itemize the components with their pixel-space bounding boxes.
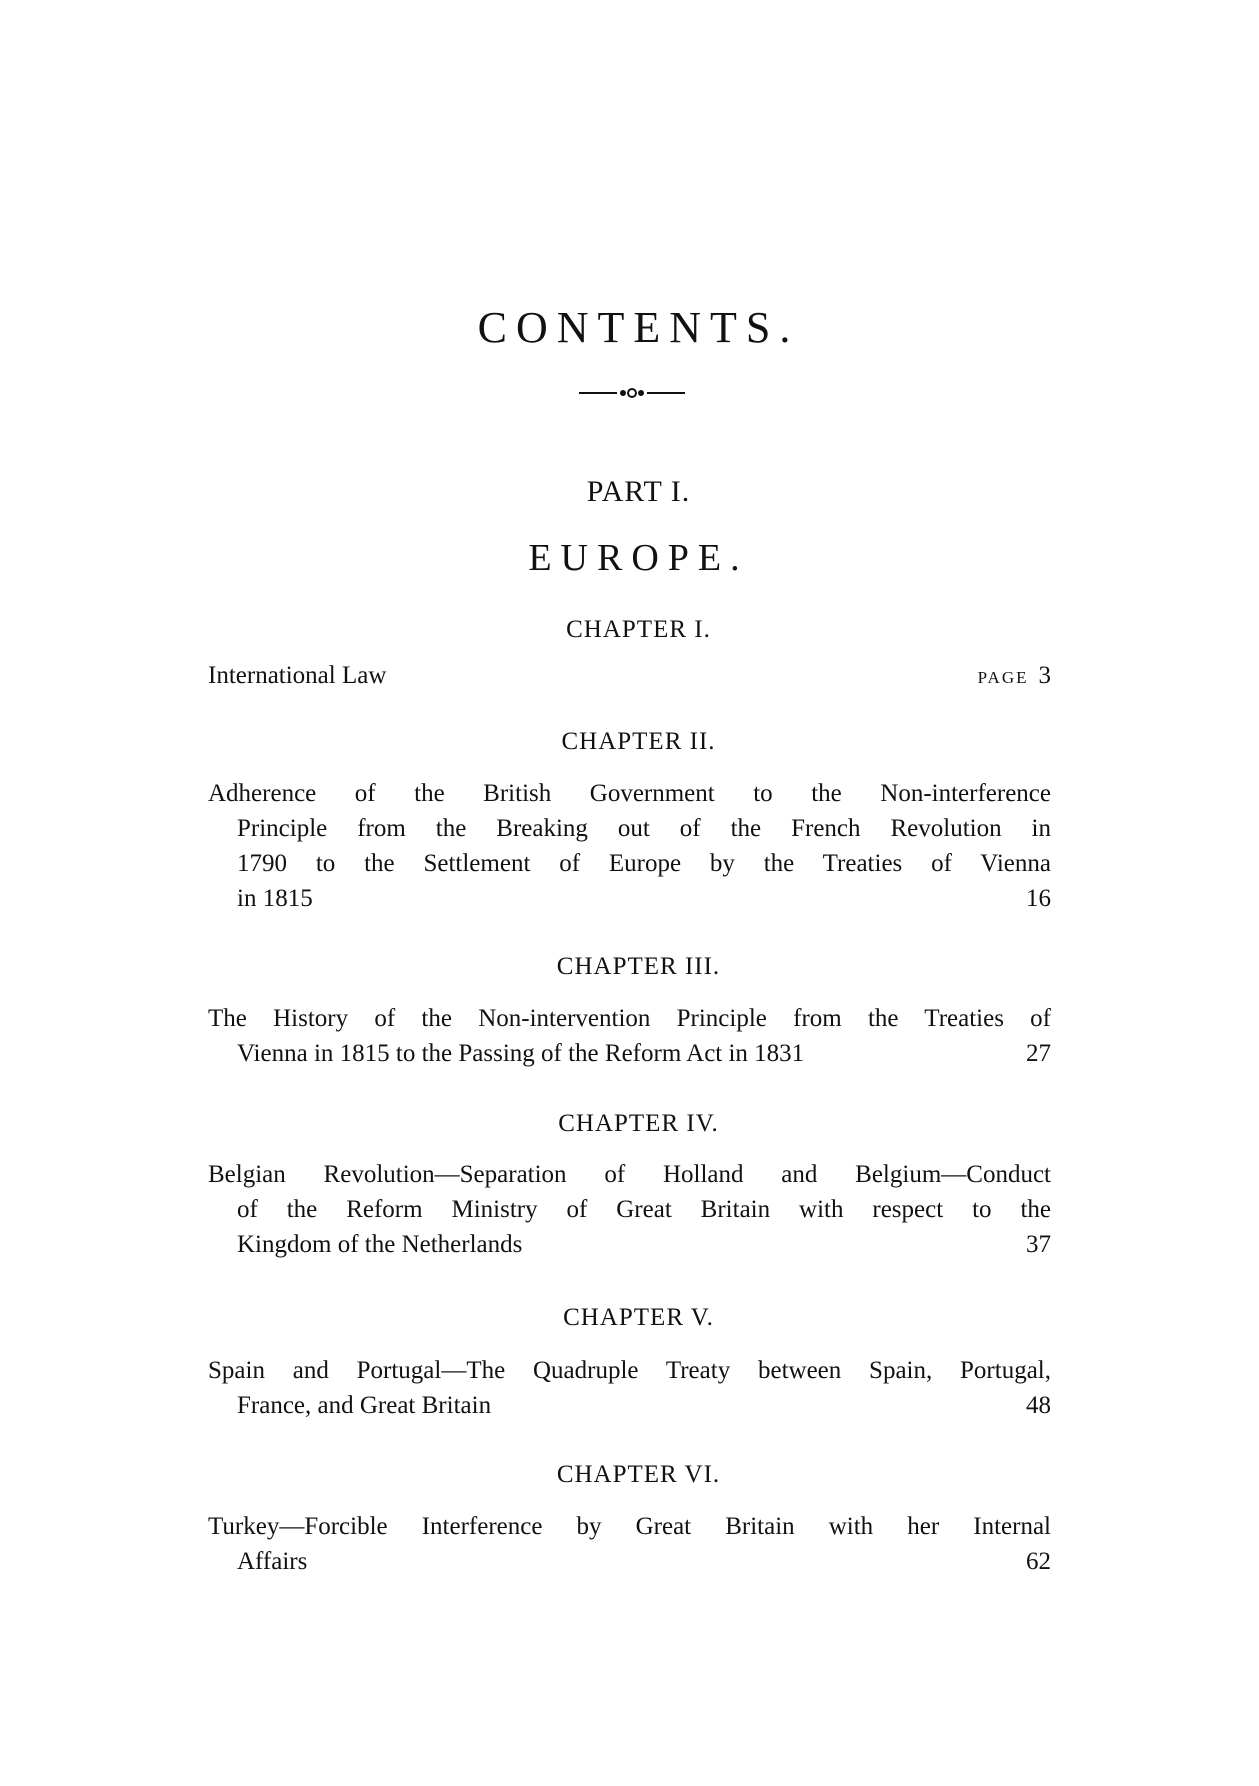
region-heading: EUROPE. (528, 537, 749, 579)
chapter-heading-2: CHAPTER II. (561, 728, 716, 755)
page-number: 37 (1026, 1231, 1051, 1258)
toc-entry-2[interactable] (208, 776, 1051, 916)
page-number: 3 (1038, 662, 1051, 689)
toc-entry-last-line (208, 1388, 1051, 1423)
toc-entry-last-line (208, 1227, 1051, 1262)
page-number: 48 (1026, 1392, 1051, 1419)
part-heading: PART I. (586, 475, 691, 508)
toc-entry-3[interactable] (208, 1001, 1051, 1071)
toc-entry-5[interactable] (208, 1353, 1051, 1423)
toc-entry-line: Belgian Revolution—Separation of Holland and Belgium—Conduct (208, 1161, 1051, 1188)
toc-entry-text: International Law (208, 662, 387, 689)
page-label: PAGE (977, 668, 1029, 687)
toc-entry-text: Affairs (237, 1548, 308, 1575)
page-title: CONTENTS. (477, 303, 800, 352)
toc-entry-4[interactable] (208, 1157, 1051, 1262)
toc-entry-last-line (208, 881, 1051, 916)
toc-entry-last-line (208, 1036, 1051, 1071)
toc-entry-text: France, and Great Britain (237, 1392, 492, 1419)
toc-entry-6[interactable] (208, 1509, 1051, 1579)
toc-entry-last-line (208, 1544, 1051, 1579)
toc-entry-text: in 1815 (237, 885, 313, 912)
toc-entry-text: Vienna in 1815 to the Passing of the Reform Act in 1831 (237, 1040, 805, 1067)
toc-entry-line: Adherence of the British Government to the Non-interference (208, 780, 1051, 807)
toc-entry-line: 1790 to the Settlement of Europe by the Treaties of Vienna (237, 850, 1051, 877)
toc-entry-line: The History of the Non-intervention Principle from the Treaties of (208, 1005, 1051, 1032)
page-number: 16 (1026, 885, 1051, 912)
toc-entry-line: Principle from the Breaking out of the French Revolution in (237, 815, 1051, 842)
toc-entry-1[interactable] (208, 658, 1051, 695)
chapter-heading-5: CHAPTER V. (563, 1304, 714, 1331)
toc-entry-line: of the Reform Ministry of Great Britain with respect to the (237, 1196, 1051, 1223)
chapter-heading-6: CHAPTER VI. (556, 1461, 721, 1488)
chapter-heading-4: CHAPTER IV. (558, 1110, 719, 1137)
chapter-heading-1: CHAPTER I. (566, 616, 711, 643)
toc-entry-text: Kingdom of the Netherlands (237, 1231, 523, 1258)
toc-entry-line: Turkey—Forcible Interference by Great Britain with her Internal (208, 1513, 1051, 1540)
ornament-divider-icon (579, 387, 685, 399)
page-number: 62 (1026, 1548, 1051, 1575)
toc-page-ref (978, 658, 1051, 695)
toc-entry-line: Spain and Portugal—The Quadruple Treaty between Spain, Portugal, (208, 1357, 1051, 1384)
chapter-heading-3: CHAPTER III. (556, 953, 721, 980)
page-number: 27 (1026, 1040, 1051, 1067)
